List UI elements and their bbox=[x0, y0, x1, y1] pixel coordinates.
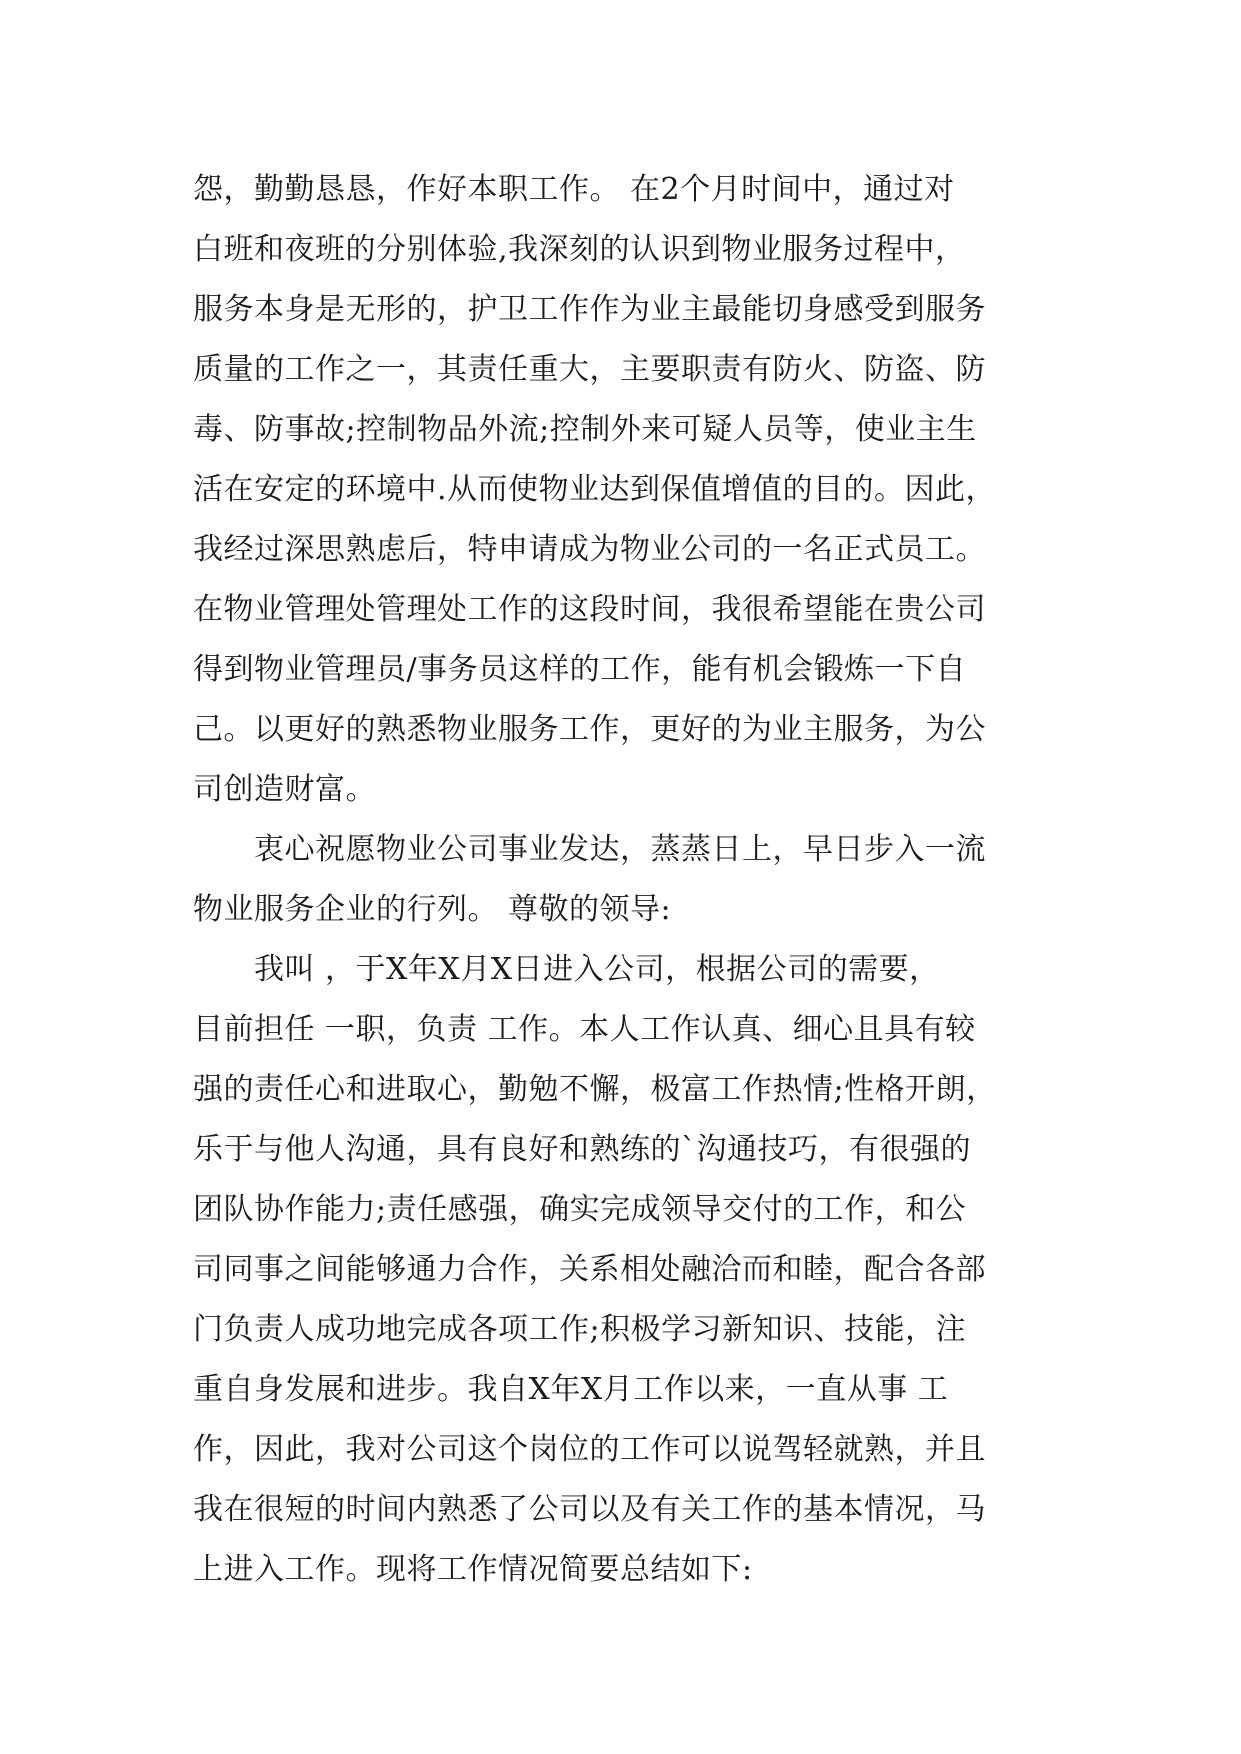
text-line: 重自身发展和进步。我自X年X月工作以来，一直从事 工 bbox=[193, 1372, 949, 1407]
body-text bbox=[193, 160, 1093, 1600]
text-line: 物业服务企业的行列。 尊敬的领导: bbox=[193, 892, 672, 927]
text-line: 强的责任心和进取心，勤勉不懈，极富工作热情;性格开朗， bbox=[193, 1072, 997, 1107]
text-line: 司创造财富。 bbox=[193, 772, 376, 807]
text-line: 目前担任 一职，负责 工作。本人工作认真、细心且具有较 bbox=[193, 1012, 976, 1047]
text-line: 团队协作能力;责任感强，确实完成领导交付的工作，和公 bbox=[193, 1192, 967, 1227]
paragraph-start-line: 我叫 ，于X年X月X日进入公司，根据公司的需要， bbox=[193, 952, 940, 987]
text-line: 乐于与他人沟通，具有良好和熟练的`沟通技巧，有很强的 bbox=[193, 1132, 971, 1167]
text-line: 得到物业管理员/事务员这样的工作，能有机会锻炼一下自 bbox=[193, 652, 967, 687]
text-line: 上进入工作。现将工作情况简要总结如下: bbox=[193, 1552, 753, 1587]
text-line: 作，因此，我对公司这个岗位的工作可以说驾轻就熟，并且 bbox=[193, 1432, 986, 1467]
text-line: 我在很短的时间内熟悉了公司以及有关工作的基本情况，马 bbox=[193, 1492, 986, 1527]
text-line: 司同事之间能够通力合作，关系相处融洽而和睦，配合各部 bbox=[193, 1252, 986, 1287]
text-line: 质量的工作之一，其责任重大，主要职责有防火、防盗、防 bbox=[193, 352, 986, 387]
text-line: 活在安定的环境中.从而使物业达到保值增值的目的。因此， bbox=[193, 472, 997, 507]
text-line: 门负责人成功地完成各项工作;积极学习新知识、技能，注 bbox=[193, 1312, 967, 1347]
text-line: 我经过深思熟虑后，特申请成为物业公司的一名正式员工。 bbox=[193, 532, 986, 567]
text-line: 怨，勤勤恳恳，作好本职工作。 在2个月时间中，通过对 bbox=[193, 172, 955, 207]
text-line: 白班和夜班的分别体验,我深刻的认识到物业服务过程中， bbox=[193, 232, 966, 267]
paragraph-start-line: 衷心祝愿物业公司事业发达，蒸蒸日上，早日步入一流 bbox=[193, 832, 986, 867]
text-line: 己。以更好的熟悉物业服务工作，更好的为业主服务，为公 bbox=[193, 712, 986, 747]
text-line: 在物业管理处管理处工作的这段时间，我很希望能在贵公司 bbox=[193, 592, 986, 627]
text-line: 服务本身是无形的，护卫工作作为业主最能切身感受到服务 bbox=[193, 292, 986, 327]
text-line: 毒、防事故;控制物品外流;控制外来可疑人员等，使业主生 bbox=[193, 412, 977, 447]
